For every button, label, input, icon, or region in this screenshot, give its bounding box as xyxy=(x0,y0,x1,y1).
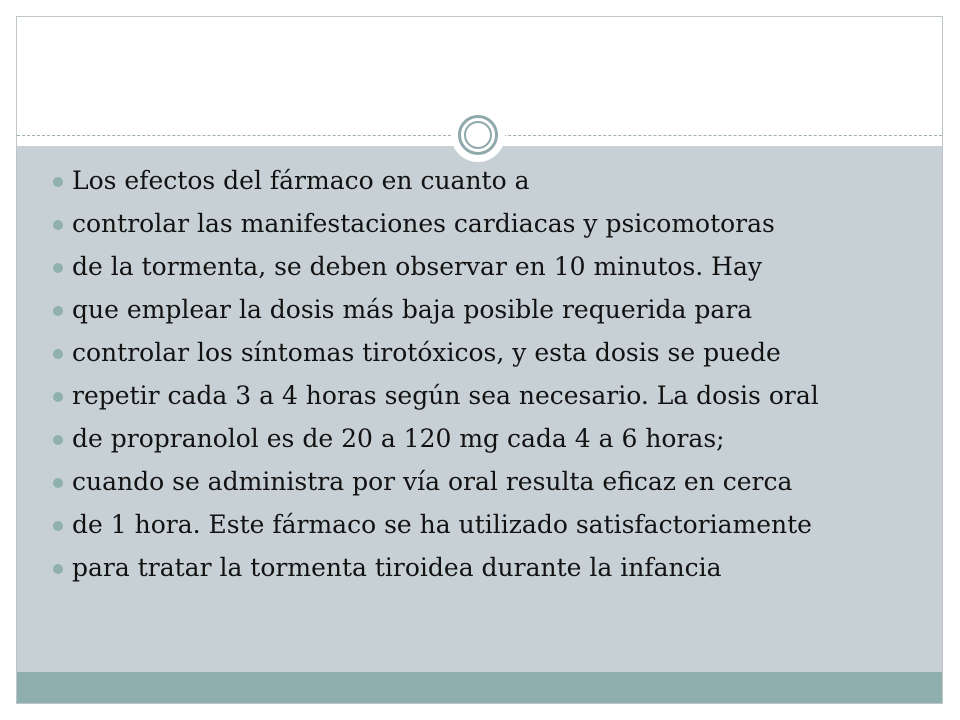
bullet-text: repetir cada 3 a 4 horas según sea necesario. La dosis oral xyxy=(72,381,819,410)
bullet-text: cuando se administra por vía oral resulta eficaz en cerca xyxy=(72,467,793,496)
bullet-item xyxy=(53,296,913,323)
bullet-text: que emplear la dosis más baja posible requerida para xyxy=(72,295,753,324)
slide xyxy=(16,16,943,704)
bullet-dot-icon xyxy=(53,263,63,273)
bullet-item xyxy=(53,382,913,409)
bullet-dot-icon xyxy=(53,220,63,230)
bullet-text: de propranolol es de 20 a 120 mg cada 4 a 6 horas; xyxy=(72,424,725,453)
bullet-item xyxy=(53,210,913,237)
bullet-item xyxy=(53,253,913,280)
bullet-dot-icon xyxy=(53,435,63,445)
bullet-dot-icon xyxy=(53,306,63,316)
bullet-item xyxy=(53,511,913,538)
bullet-dot-icon xyxy=(53,521,63,531)
bullet-text: para tratar la tormenta tiroidea durante la infancia xyxy=(72,553,722,582)
bullet-dot-icon xyxy=(53,478,63,488)
bullet-text: controlar las manifestaciones cardiacas y psicomotoras xyxy=(72,209,775,238)
bullet-dot-icon xyxy=(53,349,63,359)
bullet-list xyxy=(53,167,913,597)
bullet-item xyxy=(53,167,913,194)
bullet-dot-icon xyxy=(53,177,63,187)
bullet-dot-icon xyxy=(53,392,63,402)
bullet-text: Los efectos del fármaco en cuanto a xyxy=(72,166,530,195)
bullet-item xyxy=(53,339,913,366)
bullet-item xyxy=(53,425,913,452)
circle-ornament-inner-ring xyxy=(464,121,492,149)
bullet-text: de la tormenta, se deben observar en 10 minutos. Hay xyxy=(72,252,763,281)
bullet-item xyxy=(53,554,913,581)
bullet-dot-icon xyxy=(53,564,63,574)
footer-bar xyxy=(17,672,942,704)
bullet-text: controlar los síntomas tirotóxicos, y esta dosis se puede xyxy=(72,338,781,367)
bullet-item xyxy=(53,468,913,495)
bullet-text: de 1 hora. Este fármaco se ha utilizado satisfactoriamente xyxy=(72,510,812,539)
